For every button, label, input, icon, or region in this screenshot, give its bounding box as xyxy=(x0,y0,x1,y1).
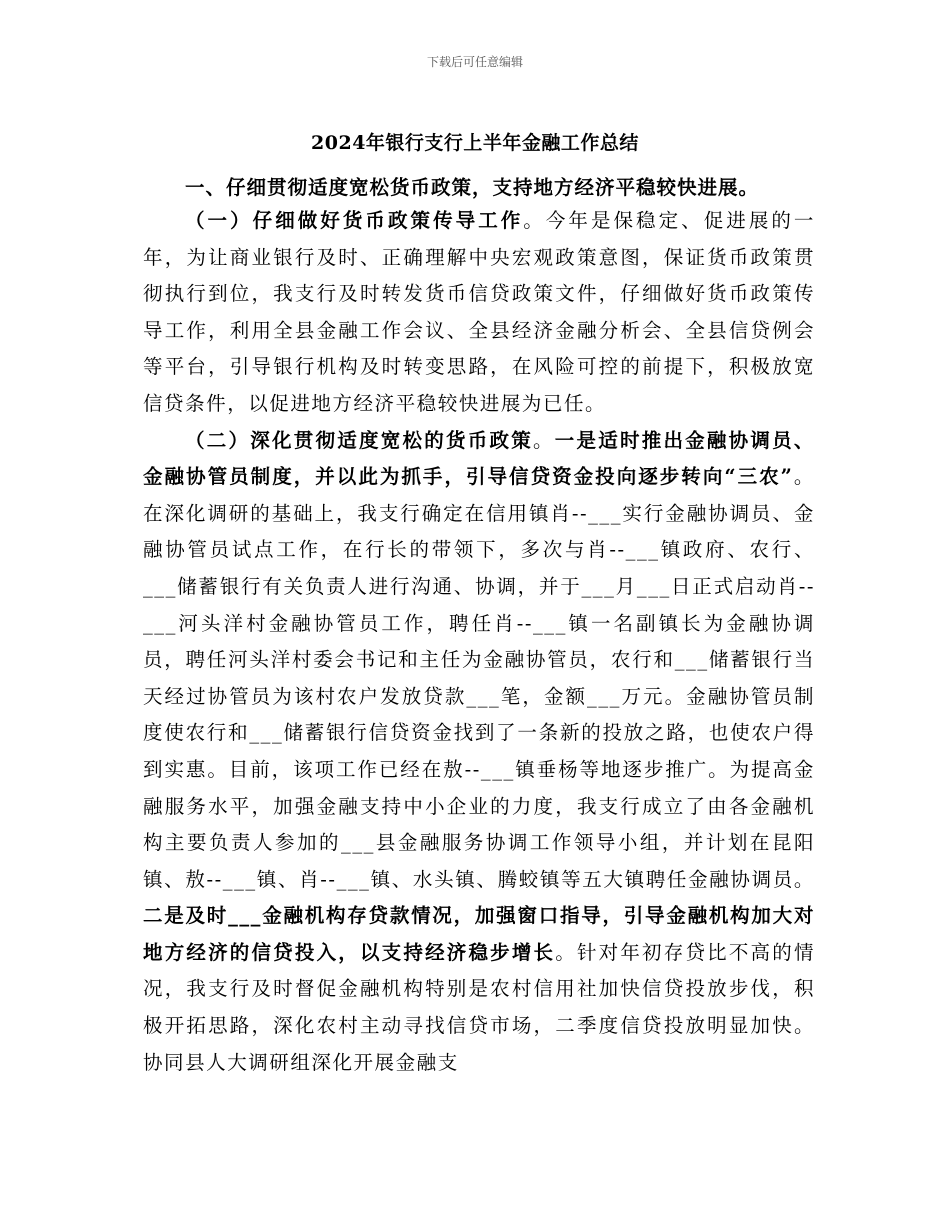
page-header-note: 下载后可任意编辑 xyxy=(426,55,523,69)
document-body xyxy=(143,203,815,1081)
paragraph-2 xyxy=(143,423,815,1082)
paragraph-1-text: 。今年是保稳定、促进展的一年，为让商业银行及时、正确理解中央宏观政策意图，保证货币政策贯彻执行到位，我支行及时转发货币信贷政策文件，仔细做好货币政策传导工作，利用全县金融工作会议、全县经济金融分析会、全县信贷例会等平台，引导银行机构及时转变思路，在风险可控的前提下，积极放宽信贷条件，以促进地方经济平稳较快进展为已任。 xyxy=(143,209,815,415)
paragraph-1-lead: （一）仔细做好货币政策传导工作 xyxy=(185,209,524,232)
section-1-heading: 一、仔细贯彻适度宽松货币政策，支持地方经济平稳较快进展。 xyxy=(185,176,760,199)
paragraph-2-point-two: 二是及时___金融机构存贷款情况，加强窗口指导，引导金融机构加大对地方经济的信贷投入，以支持经济稳步增长 xyxy=(143,904,815,964)
paragraph-2-text-c: 。针对年初存贷比不高的情况，我支行及时督促金融机构特别是农村信用社加快信贷投放步伐，积极开拓思路，深化农村主动寻找信贷市场，二季度信贷投放明显加快。协同县人大调研组深化开展金融支 xyxy=(143,940,815,1074)
paragraph-1 xyxy=(143,203,815,423)
paragraph-2-text-b: 。在深化调研的基础上，我支行确定在信用镇肖--___实行金融协调员、金融协管员试点工作，在行长的带领下，多次与肖--___镇政府、农行、___储蓄银行有关负责人进行沟通、协调，并于___月___日正式启动肖--___河头洋村金融协管员工作，聘任肖--___镇一名副镇长为金融协调员，聘任河头洋村委会书记和主任为金融协管员，农行和___储蓄银行当天经过协管员为该村农户发放贷款___笔，金额___万元。金融协管员制度使农行和___储蓄银行信贷资金找到了一条新的投放之路，也使农户得到实惠。目前，该项工作已经在敖--___镇垂杨等地逐步推广。为提高金融服务水平，加强金融支持中小企业的力度，我支行成立了由各金融机构主要负责人参加的___县金融服务协调工作领导小组，并计划在昆阳镇、敖--___镇、肖--___镇、水头镇、腾蛟镇等五大镇聘任金融协调员。 xyxy=(143,465,815,891)
document-title: 2024年银行支行上半年金融工作总结 xyxy=(311,132,639,154)
paragraph-2-point-one: 一是适时推出金融协调员、金融协管员制度，并以此为抓手，引导信贷资金投向逐步转向“三农” xyxy=(143,428,815,489)
paragraph-2-text-a: 。 xyxy=(532,428,555,452)
paragraph-2-lead: （二）深化贯彻适度宽松的货币政策 xyxy=(185,428,533,452)
